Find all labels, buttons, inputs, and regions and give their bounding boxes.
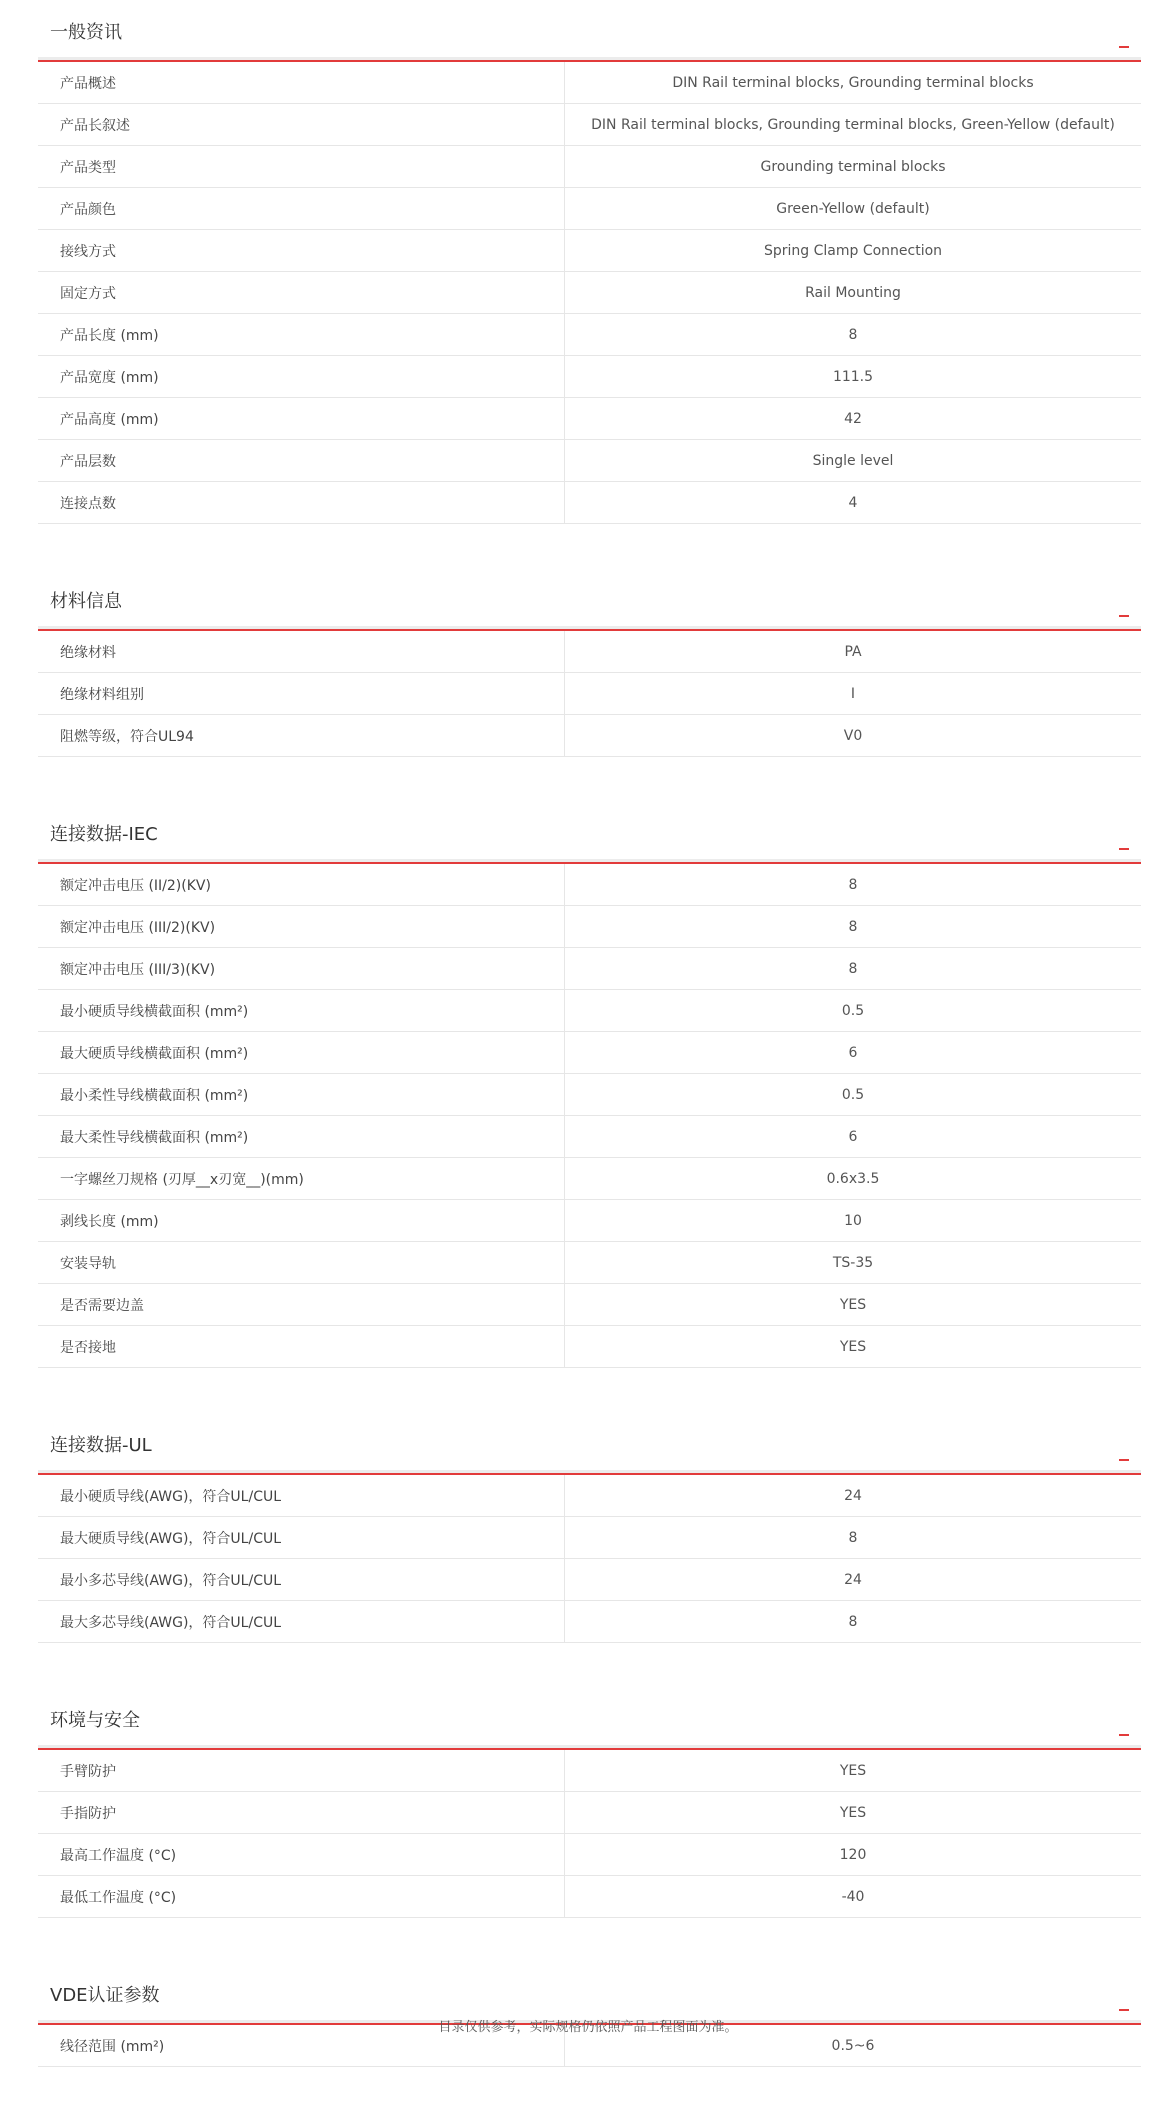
row-value: Spring Clamp Connection [763,242,943,259]
table-row [38,1242,1141,1284]
table-row [38,188,1141,230]
row-label: 绝缘材料 [38,631,565,672]
row-value: 8 [848,326,858,343]
row-label: 产品层数 [38,440,565,481]
row-value: Grounding terminal blocks [760,158,946,175]
row-value: YES [839,1762,867,1779]
row-label: 剥线长度 (mm) [38,1200,565,1241]
row-value: 0.6x3.5 [826,1170,880,1187]
table-row [38,104,1141,146]
row-value: 4 [848,494,858,511]
row-value: 8 [848,918,858,935]
section-header[interactable] [38,1688,1141,1750]
row-value: 42 [844,410,862,427]
row-value: TS-35 [832,1254,874,1271]
table-row [38,356,1141,398]
row-value: YES [839,1338,867,1355]
row-value: 24 [844,1571,862,1588]
table-row [38,1158,1141,1200]
table-row [38,1326,1141,1368]
row-label: 额定冲击电压 (III/2)(KV) [38,906,565,947]
minus-icon[interactable] [1119,2009,1129,2011]
row-label: 绝缘材料组别 [38,673,565,714]
row-label: 连接点数 [38,482,565,523]
section-title: 连接数据-IEC [50,824,158,845]
section-title: 连接数据-UL [50,1435,152,1456]
table-row [38,482,1141,524]
row-label: 产品宽度 (mm) [38,356,565,397]
row-value: 0.5 [841,1086,865,1103]
row-value: 8 [848,1529,858,1546]
row-value: 8 [848,960,858,977]
minus-icon[interactable] [1119,1734,1129,1736]
row-value: V0 [843,727,863,744]
table-row [38,1834,1141,1876]
table-row [38,1601,1141,1643]
section-header[interactable] [38,569,1141,631]
row-value: -40 [841,1888,865,1905]
table-row [38,1876,1141,1918]
row-value: 8 [848,1613,858,1630]
footnote: 目录仅供参考，实际规格仍依照产品工程图面为准。 [438,2020,738,2035]
section-title: VDE认证参数 [50,1985,160,2006]
row-value: Single level [812,452,894,469]
row-label: 手臂防护 [38,1750,565,1791]
row-value: 8 [848,876,858,893]
minus-icon[interactable] [1119,46,1129,48]
minus-icon[interactable] [1119,615,1129,617]
table-row [38,1792,1141,1834]
row-value: 6 [848,1044,858,1061]
row-value: 111.5 [832,368,874,385]
row-label: 最小硬质导线(AWG)，符合UL/CUL [38,1475,565,1516]
row-value: 10 [844,1212,862,1229]
row-value: 120 [839,1846,867,1863]
section-title: 材料信息 [50,591,122,612]
row-value: PA [844,643,862,660]
table-row [38,1475,1141,1517]
row-label: 最小硬质导线横截面积 (mm²) [38,990,565,1031]
table-row [38,62,1141,104]
table-row [38,272,1141,314]
row-label: 手指防护 [38,1792,565,1833]
table-row [38,906,1141,948]
table-row [38,948,1141,990]
row-value: Rail Mounting [805,284,901,301]
spec-section [38,569,1141,757]
row-value: YES [839,1804,867,1821]
row-label: 额定冲击电压 (III/3)(KV) [38,948,565,989]
table-row [38,314,1141,356]
spec-container [38,0,1141,2112]
minus-icon[interactable] [1119,848,1129,850]
table-row [38,1559,1141,1601]
row-label: 阻燃等级，符合UL94 [38,715,565,756]
row-value: 0.5~6 [831,2037,875,2054]
table-row [38,1074,1141,1116]
section-header[interactable] [38,0,1141,62]
spec-section [38,0,1141,524]
table-row [38,715,1141,757]
row-label: 线径范围 (mm²) [38,2025,565,2066]
row-value: 0.5 [841,1002,865,1019]
section-title: 一般资讯 [50,22,122,43]
row-label: 产品长度 (mm) [38,314,565,355]
row-label: 额定冲击电压 (II/2)(KV) [38,864,565,905]
row-label: 是否接地 [38,1326,565,1367]
table-row [38,864,1141,906]
row-value: DIN Rail terminal blocks, Grounding terminal blocks [672,74,1034,91]
spec-section [38,1413,1141,1643]
table-row [38,1284,1141,1326]
row-value: DIN Rail terminal blocks, Grounding terminal blocks, Green-Yellow (default) [591,116,1115,133]
table-row [38,230,1141,272]
table-row [38,146,1141,188]
section-header[interactable] [38,1413,1141,1475]
row-label: 产品概述 [38,62,565,103]
row-label: 接线方式 [38,230,565,271]
row-value: 24 [844,1487,862,1504]
row-label: 最大硬质导线(AWG)，符合UL/CUL [38,1517,565,1558]
table-row [38,1032,1141,1074]
row-label: 最小多芯导线(AWG)，符合UL/CUL [38,1559,565,1600]
row-label: 最大柔性导线横截面积 (mm²) [38,1116,565,1157]
spec-section [38,1963,1141,2067]
table-row [38,990,1141,1032]
table-row [38,673,1141,715]
row-label: 产品颜色 [38,188,565,229]
row-label: 是否需要边盖 [38,1284,565,1325]
row-label: 固定方式 [38,272,565,313]
section-header[interactable] [38,802,1141,864]
row-label: 产品高度 (mm) [38,398,565,439]
table-row [38,631,1141,673]
row-value: 6 [848,1128,858,1145]
row-value: YES [839,1296,867,1313]
spec-section [38,802,1141,1368]
row-value: I [850,685,856,702]
row-label: 最低工作温度 (°C) [38,1876,565,1917]
section-title: 环境与安全 [50,1710,140,1731]
row-label: 最大多芯导线(AWG)，符合UL/CUL [38,1601,565,1642]
table-row [38,398,1141,440]
table-row [38,1116,1141,1158]
row-label: 最大硬质导线横截面积 (mm²) [38,1032,565,1073]
row-value: Green-Yellow (default) [776,200,930,217]
row-label: 最小柔性导线横截面积 (mm²) [38,1074,565,1115]
table-row [38,1750,1141,1792]
row-label: 安装导轨 [38,1242,565,1283]
row-label: 产品长叙述 [38,104,565,145]
minus-icon[interactable] [1119,1459,1129,1461]
row-label: 最高工作温度 (°C) [38,1834,565,1875]
spec-section [38,1688,1141,1918]
row-label: 产品类型 [38,146,565,187]
table-row [38,1200,1141,1242]
table-row [38,440,1141,482]
row-label: 一字螺丝刀规格 (刃厚__x刃宽__)(mm) [38,1158,565,1199]
table-row [38,1517,1141,1559]
